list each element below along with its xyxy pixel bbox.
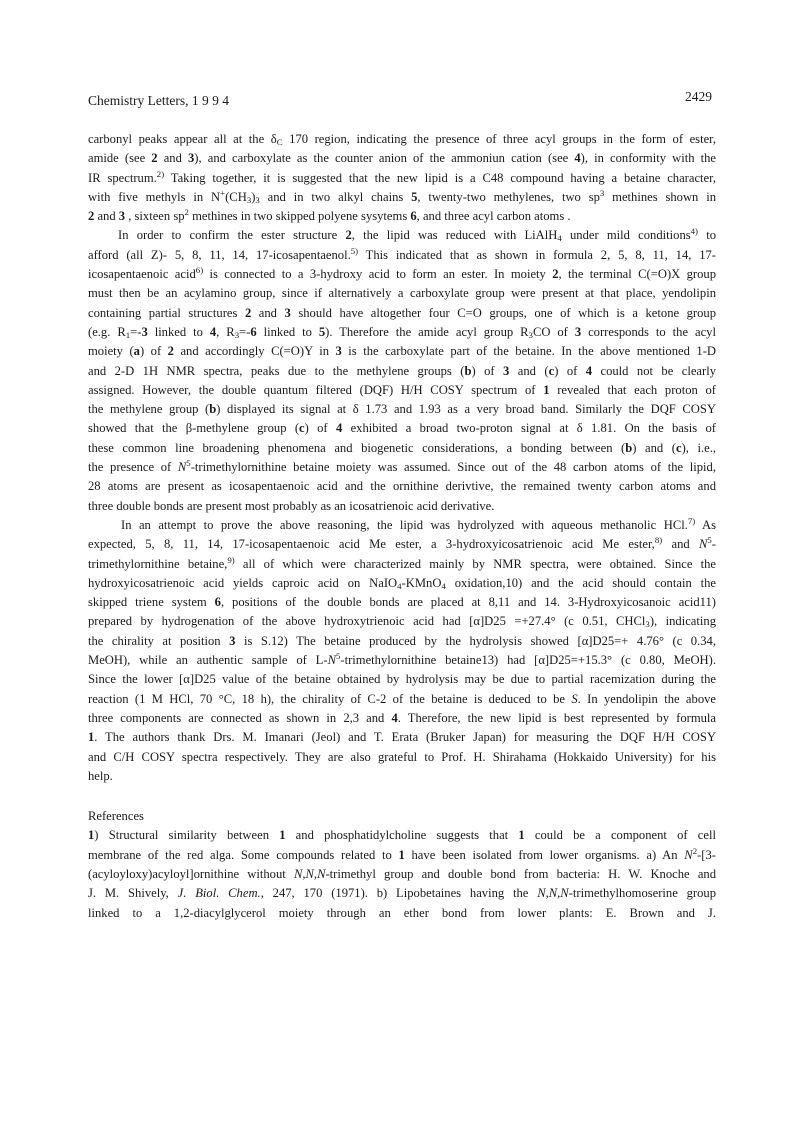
text-line: showed that the β-methylene group (c) of 4 exhibited a broad two-proton signal at δ 1.81. On the basis of — [88, 421, 717, 436]
text-line: moiety (a) of 2 and accordingly C(=O)Y in 3 is the carboxylate part of the betaine. In the above mentioned 1-D — [88, 344, 716, 359]
text-line: must then be an acylamino group, since if alternatively a carboxylate group were present at that place, yendolipin — [88, 286, 716, 301]
reference-line: J. M. Shively, J. Biol. Chem., 247, 170 (1971). b) Lipobetaines having the N,N,N-trimethylhomoserine group — [88, 886, 716, 901]
text-line: afford (all Z)- 5, 8, 11, 14, 17-icosapentaenol.$^{5)}$ This indicated that as shown in formula 2, 5, 8, 11, 14, 17- — [88, 245, 716, 262]
text-line: three double bonds are present most probably as an icosatrienoic acid derivative. — [88, 498, 495, 513]
text-line: hydroxyicosatrienoic acid yields caproic acid on NaIO$_4$-KMnO$_4$ oxidation,10) and the acid should contain the — [88, 575, 716, 592]
text-line: trimethylornithine betaine,$^{9)}$ all of which were characterized mainly by NMR spectra, were obtained. Since the — [88, 554, 717, 571]
reference-line: membrane of the red alga. Some compounds related to 1 have been isolated from lower organisms. a) An $N^2-[3-$ — [88, 845, 716, 862]
text-line: 28 atoms are present as icosapentaenoic acid and the ornithine derivtive, the remained twenty carbon atoms and — [88, 479, 716, 494]
text-line: reaction (1 M HCl, 70 °C, 18 h), the chirality of C-2 of the betaine is deduced to be S. In yendolipin the above — [88, 691, 716, 706]
page-number: 2429 — [685, 89, 712, 104]
text-line: carbonyl peaks appear all at the $\delta_C$ 170 region, indicating the presence of three acyl groups in the form of ester, — [88, 132, 716, 148]
text-line: and C/H COSY spectra respectively. They are also grateful to Prof. H. Shirahama (Hokkaido University) for his — [88, 749, 716, 764]
reference-line: linked to a 1,2-diacylglycerol moiety through an ether bond from lower plants: E. Brown and J. — [88, 905, 716, 920]
text-line: containing partial structures 2 and 3 should have altogether four C=O groups, one of which is a ketone group — [88, 305, 717, 320]
text-line: with five methyls in $N^+(CH_3)_3$ and in two alkyl chains 5, twenty-two methylenes, two $sp^3$ methines shown in — [88, 188, 716, 206]
text-line: 1. The authors thank Drs. M. Imanari (Jeol) and T. Erata (Bruker Japan) for measuring the DQF H/H COSY — [88, 730, 716, 745]
text-line: In order to confirm the ester structure 2, the lipid was reduced with LiAlH$_4$ under mild conditions$^{4)}$ to — [118, 226, 716, 244]
references-heading: References — [88, 809, 144, 824]
text-line: icosapentaenoic acid$^{6)}$ is connected to a 3-hydroxy acid to form an ester. In moiety 2, the terminal C(=O)X group — [88, 265, 716, 282]
text-line: the chirality at position 3 is S.12) The betaine produced by the hydrolysis showed [α]D25=+ 4.76° (c 0.34, — [88, 633, 716, 648]
reference-line: 1) Structural similarity between 1 and phosphatidylcholine suggests that 1 could be a component of cell — [88, 828, 716, 843]
text-line: the methylene group (b) displayed its signal at δ 1.73 and 1.93 as a very broad band. Similarly the DQF COSY — [88, 402, 716, 417]
text-line: assigned. However, the double quantum filtered (DQF) H/H COSY spectrum of 1 revealed that each proton of — [88, 382, 716, 397]
text-line: expected, 5, 8, 11, 14, 17-icosapentaenoic acid Me ester, a 3-hydroxyicosatrienoic acid Me ester,$^{8)}$ and $N^5-$ — [88, 535, 716, 552]
text-line: the presence of $N^5$-trimethylornithine betaine moiety was assumed. Since out of the 48 carbon atoms of the lipid, — [88, 458, 717, 475]
article-body — [88, 130, 716, 923]
text-line: 2 and 3 , sixteen $sp^2$ methines in two skipped polyene sysytems 6, and three acyl carbon atoms . — [88, 207, 571, 224]
text-line: (e.g. $R_1=-3$ linked to 4, $R_3=-6$ linked to 5). Therefore the amide acyl group $R_3CO$ of 3 corresponds to the acyl — [88, 324, 716, 341]
text-line: IR spectrum.$^{2)}$ Taking together, it is suggested that the new lipid is a C48 compound having a betaine character, — [88, 168, 716, 185]
text-line: Since the lower [α]D25 value of the betaine obtained by hydrolysis may be due to partial racemization during the — [88, 672, 716, 687]
text-line: these common line broadening phenomena and biogenetic considerations, a bonding between (b) and (c), i.e., — [88, 440, 716, 455]
text-line: skipped triene system 6, positions of the double bonds are placed at 8,11 and 14. 3-Hydroxyicosanoic acid11) — [88, 595, 716, 610]
text-line: amide (see 2 and 3), and carboxylate as the counter anion of the ammoniun cation (see 4), in conformity with the — [88, 151, 717, 166]
text-line: and 2-D 1H NMR spectra, peaks due to the methylene groups (b) of 3 and (c) of 4 could not be clearly — [88, 363, 717, 378]
text-line: prepared by hydrogenation of the above hydroxytrienoic acid had [α]D25 =+27.4° (c 0.51, CHCl$_3$), indicating — [88, 614, 716, 630]
reference-line: (acyloyloxy)acyloyl]ornithine without N,N,N-trimethyl group and double bond from bacteria: H. W. Knoche and — [88, 866, 717, 881]
text-line: help. — [88, 768, 113, 783]
journal-title: Chemistry Letters, 1 9 9 4 — [88, 93, 229, 108]
text-line: In an attempt to prove the above reasoning, the lipid was hydrolyzed with aqueous methanolic HCl.$^{7)}$ As — [121, 516, 717, 532]
text-line: three components are connected as shown in 2,3 and 4. Therefore, the new lipid is best represented by formula — [88, 710, 716, 725]
text-line: MeOH), while an authentic sample of $L-N^5$-trimethylornithine betaine13) had [α]D25=+15.3° (c 0.80, MeOH). — [88, 651, 716, 668]
